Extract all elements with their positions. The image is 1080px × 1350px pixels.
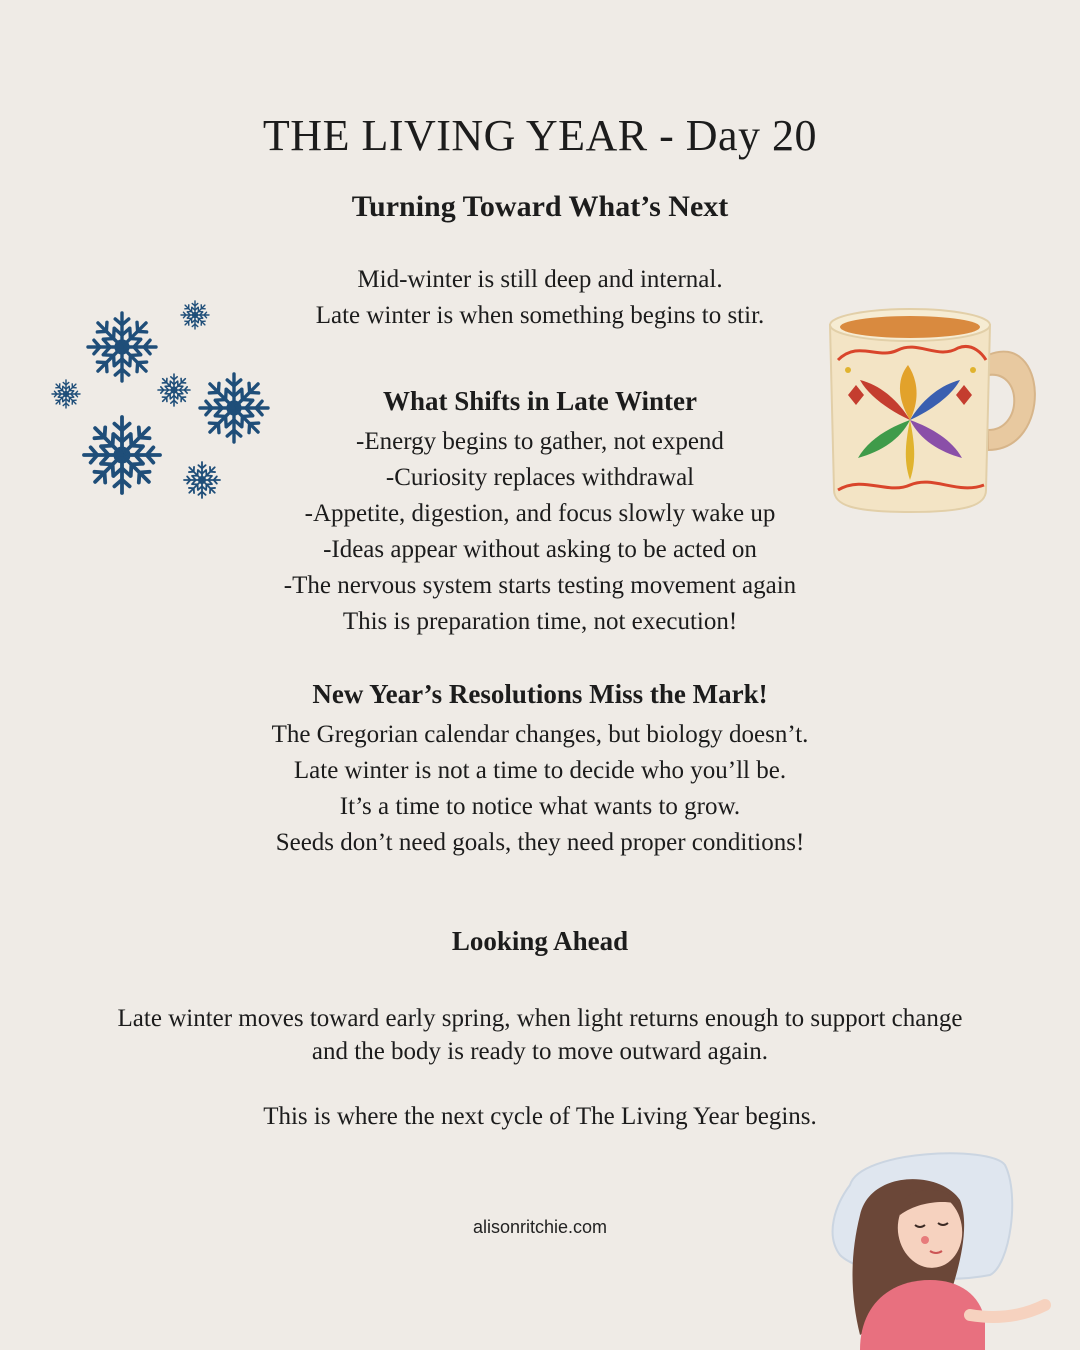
snowflake-icon — [158, 374, 190, 406]
resolutions-text — [0, 717, 1080, 861]
subtitle: Turning Toward What’s Next — [351, 190, 729, 223]
resolutions-heading: New Year’s Resolutions Miss the Mark! — [312, 679, 768, 709]
snowflakes-illustration — [40, 290, 290, 510]
shift-item: -Ideas appear without asking to be acted on — [323, 536, 757, 563]
intro-line: Mid-winter is still deep and internal. — [357, 266, 723, 293]
shift-item: -Curiosity replaces withdrawal — [385, 464, 695, 491]
looking-ahead-heading: Looking Ahead — [451, 926, 629, 956]
snowflake-icon — [88, 313, 156, 381]
shift-item: -The nervous system starts testing movement again — [283, 572, 797, 599]
shift-item: -Energy begins to gather, not expend — [356, 428, 724, 455]
intro-line: Late winter is when something begins to stir. — [315, 302, 765, 329]
footer-website: alisonritchie.com — [472, 1217, 608, 1237]
snowflake-icon — [181, 301, 209, 329]
ahead-line: and the body is ready to move outward again. — [311, 1038, 769, 1065]
shifts-heading: What Shifts in Late Winter — [382, 386, 698, 416]
closing-line: This is where the next cycle of The Living Year begins. — [263, 1103, 817, 1130]
sleeping-woman-illustration — [820, 1145, 1060, 1350]
shift-item: -Appetite, digestion, and focus slowly wake up — [304, 500, 776, 527]
snowflake-icon — [84, 417, 160, 493]
snowflake-icon — [184, 462, 220, 498]
resolution-line: It’s a time to notice what wants to grow. — [339, 793, 741, 820]
snowflake-icon — [52, 380, 80, 408]
resolution-line: Seeds don’t need goals, they need proper conditions! — [275, 829, 805, 856]
looking-ahead-text — [0, 1002, 1080, 1068]
snowflake-icon — [200, 374, 268, 442]
decorated-mug-illustration — [818, 300, 1048, 515]
ahead-line: Late winter moves toward early spring, when light returns enough to support change — [117, 1005, 963, 1032]
resolution-line: The Gregorian calendar changes, but biology doesn’t. — [271, 721, 809, 748]
resolution-line: Late winter is not a time to decide who you’ll be. — [293, 757, 787, 784]
shifts-closing: This is preparation time, not execution! — [342, 608, 738, 635]
page-title: THE LIVING YEAR - Day 20 — [262, 111, 818, 160]
